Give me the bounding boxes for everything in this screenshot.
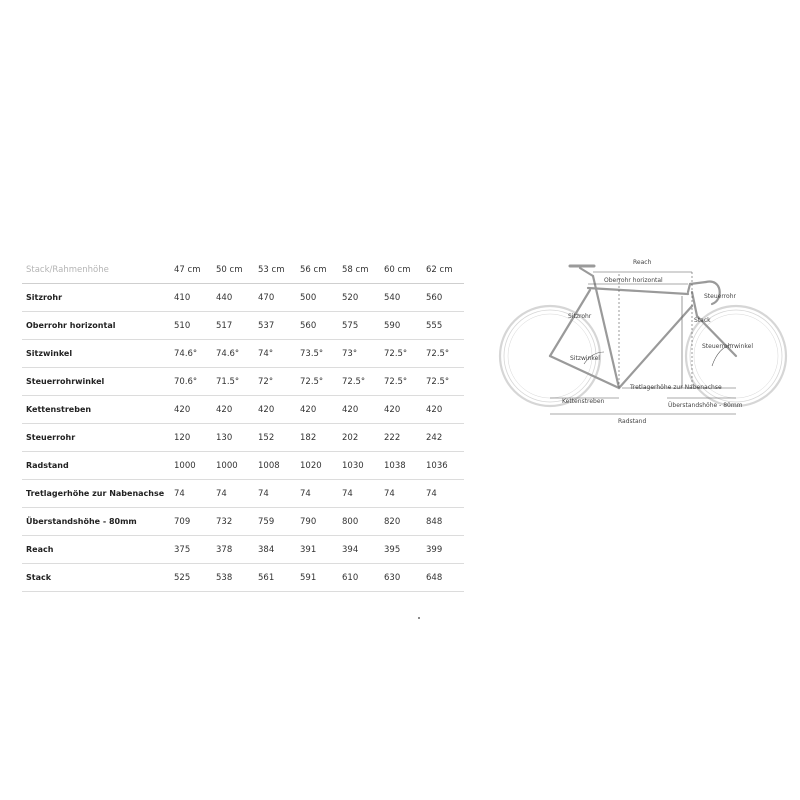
table-cell: 182 — [296, 424, 338, 452]
table-cell: 560 — [296, 312, 338, 340]
table-cell: 732 — [212, 508, 254, 536]
row-label: Sitzrohr — [22, 284, 170, 312]
table-cell: 72.5° — [296, 368, 338, 396]
label-steuerrohr: Steuerrohr — [704, 293, 736, 300]
label-tretlager: Tretlagerhöhe zur Nabenachse — [630, 384, 722, 391]
table-cell: 420 — [296, 396, 338, 424]
table-row — [22, 340, 464, 368]
table-cell: 410 — [170, 284, 212, 312]
table-cell: 555 — [422, 312, 464, 340]
table-body — [22, 284, 464, 592]
table-cell: 74 — [170, 480, 212, 508]
table-cell: 540 — [380, 284, 422, 312]
table-header-row — [22, 256, 464, 284]
table-cell: 591 — [296, 564, 338, 592]
table-cell: 610 — [338, 564, 380, 592]
header-corner: Stack/Rahmenhöhe — [22, 256, 170, 284]
table-cell: 420 — [212, 396, 254, 424]
table-cell: 378 — [212, 536, 254, 564]
table-cell: 74 — [380, 480, 422, 508]
table-row — [22, 396, 464, 424]
table-cell: 72.5° — [380, 368, 422, 396]
table-cell: 391 — [296, 536, 338, 564]
table-cell: 420 — [338, 396, 380, 424]
table-cell: 375 — [170, 536, 212, 564]
table-cell: 74.6° — [212, 340, 254, 368]
label-steuerrohrwinkel: Steuerrohrwinkel — [702, 343, 753, 350]
table-cell: 517 — [212, 312, 254, 340]
header-size: 56 cm — [296, 256, 338, 284]
table-cell: 500 — [296, 284, 338, 312]
table-cell: 575 — [338, 312, 380, 340]
table-cell: 74 — [212, 480, 254, 508]
header-size: 47 cm — [170, 256, 212, 284]
table-row — [22, 480, 464, 508]
table-cell: 72° — [254, 368, 296, 396]
table-cell: 420 — [254, 396, 296, 424]
label-ueberstand: Überstandshöhe - 80mm — [668, 402, 743, 409]
table-cell: 399 — [422, 536, 464, 564]
table-cell: 537 — [254, 312, 296, 340]
table-cell: 648 — [422, 564, 464, 592]
table-cell: 202 — [338, 424, 380, 452]
table-cell: 759 — [254, 508, 296, 536]
table-row — [22, 312, 464, 340]
table-cell: 74.6° — [170, 340, 212, 368]
table-cell: 1000 — [170, 452, 212, 480]
table-cell: 384 — [254, 536, 296, 564]
label-reach: Reach — [633, 259, 652, 266]
table-cell: 74° — [254, 340, 296, 368]
row-label: Kettenstreben — [22, 396, 170, 424]
table-cell: 1038 — [380, 452, 422, 480]
table-cell: 74 — [254, 480, 296, 508]
table-cell: 525 — [170, 564, 212, 592]
label-sitzwinkel: Sitzwinkel — [570, 355, 600, 362]
row-label: Steuerrohrwinkel — [22, 368, 170, 396]
table-cell: 440 — [212, 284, 254, 312]
table-row — [22, 368, 464, 396]
row-label: Oberrohr horizontal — [22, 312, 170, 340]
table-row — [22, 284, 464, 312]
table-cell: 1000 — [212, 452, 254, 480]
table-cell: 510 — [170, 312, 212, 340]
table-cell: 709 — [170, 508, 212, 536]
table-cell: 222 — [380, 424, 422, 452]
label-kettenstreben: Kettenstreben — [562, 398, 605, 405]
table-cell: 73° — [338, 340, 380, 368]
table-row — [22, 564, 464, 592]
header-size: 60 cm — [380, 256, 422, 284]
header-size: 62 cm — [422, 256, 464, 284]
table-cell: 1008 — [254, 452, 296, 480]
table-cell: 538 — [212, 564, 254, 592]
row-label: Stack — [22, 564, 170, 592]
table-cell: 470 — [254, 284, 296, 312]
row-label: Sitzwinkel — [22, 340, 170, 368]
table-cell: 74 — [422, 480, 464, 508]
table-cell: 800 — [338, 508, 380, 536]
table-cell: 420 — [170, 396, 212, 424]
table-cell: 394 — [338, 536, 380, 564]
table-cell: 74 — [296, 480, 338, 508]
table-cell: 152 — [254, 424, 296, 452]
table-cell: 420 — [422, 396, 464, 424]
row-label: Steuerrohr — [22, 424, 170, 452]
table-cell: 74 — [338, 480, 380, 508]
table-cell: 1036 — [422, 452, 464, 480]
label-sitzrohr: Sitzrohr — [568, 313, 592, 320]
table-cell: 561 — [254, 564, 296, 592]
table-cell: 520 — [338, 284, 380, 312]
table-cell: 820 — [380, 508, 422, 536]
table-cell: 72.5° — [422, 368, 464, 396]
label-stack: Stack — [694, 317, 711, 324]
table-row — [22, 424, 464, 452]
table-cell: 72.5° — [380, 340, 422, 368]
table-cell: 1020 — [296, 452, 338, 480]
table-cell: 630 — [380, 564, 422, 592]
bike-geometry-diagram — [492, 248, 792, 438]
table-cell: 560 — [422, 284, 464, 312]
geometry-table — [22, 256, 464, 592]
table-cell: 395 — [380, 536, 422, 564]
row-label: Tretlagerhöhe zur Nabenachse — [22, 480, 170, 508]
table-cell: 790 — [296, 508, 338, 536]
table-cell: 1030 — [338, 452, 380, 480]
table-row — [22, 508, 464, 536]
table-cell: 130 — [212, 424, 254, 452]
table-cell: 590 — [380, 312, 422, 340]
table-cell: 72.5° — [338, 368, 380, 396]
row-label: Radstand — [22, 452, 170, 480]
table-cell: 71.5° — [212, 368, 254, 396]
header-size: 50 cm — [212, 256, 254, 284]
table-cell: 72.5° — [422, 340, 464, 368]
table-cell: 73.5° — [296, 340, 338, 368]
header-size: 53 cm — [254, 256, 296, 284]
table-cell: 70.6° — [170, 368, 212, 396]
row-label: Reach — [22, 536, 170, 564]
stray-dot — [418, 617, 420, 619]
table-cell: 420 — [380, 396, 422, 424]
row-label: Überstandshöhe - 80mm — [22, 508, 170, 536]
table-cell: 848 — [422, 508, 464, 536]
table-row — [22, 452, 464, 480]
table-row — [22, 536, 464, 564]
table-cell: 120 — [170, 424, 212, 452]
label-radstand: Radstand — [618, 418, 647, 425]
label-oberrohr: Oberrohr horizontal — [604, 277, 663, 284]
header-size: 58 cm — [338, 256, 380, 284]
table-cell: 242 — [422, 424, 464, 452]
